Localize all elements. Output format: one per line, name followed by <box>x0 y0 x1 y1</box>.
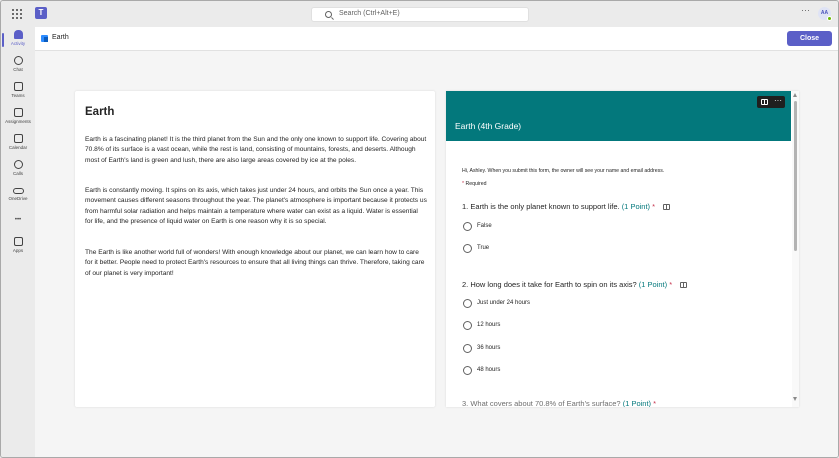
reading-passage <box>75 91 435 407</box>
radio-button[interactable] <box>463 244 472 253</box>
required-star: * <box>653 399 657 407</box>
option-label: False <box>477 223 492 229</box>
scroll-down-icon[interactable] <box>793 397 797 401</box>
required-label: Required <box>465 181 487 187</box>
rail-item-chat[interactable] <box>1 56 35 82</box>
main-content <box>35 27 839 458</box>
radio-button[interactable] <box>463 321 472 330</box>
app-launcher-icon[interactable] <box>12 9 22 19</box>
teams-logo-icon: T <box>35 7 47 19</box>
app-header <box>35 27 839 51</box>
question-text: 1. Earth is the only planet known to support life. <box>462 202 620 211</box>
rail-item-more[interactable] <box>1 215 35 227</box>
passage-paragraph: The Earth is like another world full of wonders! With enough knowledge about our planet, we can learn how to care for it better. People need to protect Earth's resources to ensure that all living things can thrive. Therefore, taking care of our planet is very important! <box>85 249 425 277</box>
rail-item-apps[interactable] <box>1 237 35 263</box>
question-points: (1 Point) <box>622 399 652 407</box>
option-label: 12 hours <box>477 322 501 328</box>
presence-available-icon <box>827 16 832 21</box>
app-title: Earth <box>52 34 69 41</box>
option-label: True <box>477 245 490 251</box>
question-text: 3. What covers about 70.8% of Earth's surface? <box>462 399 621 407</box>
chat-icon <box>14 56 23 65</box>
apps-icon <box>14 237 23 246</box>
avatar[interactable] <box>818 7 831 20</box>
question-1 <box>462 202 670 211</box>
option-label: 36 hours <box>477 345 501 351</box>
more-options-icon[interactable]: ··· <box>774 96 782 105</box>
search-icon <box>325 11 332 18</box>
rail-item-label: Chat <box>13 67 23 72</box>
scroll-up-icon[interactable] <box>793 93 797 97</box>
rail-item-assignments[interactable] <box>1 108 35 134</box>
passage-title: Earth <box>85 106 115 118</box>
required-star: * <box>652 202 656 211</box>
title-bar <box>1 1 838 27</box>
rail-item-label: Calls <box>12 171 23 176</box>
question-points: (1 Point) <box>621 202 651 211</box>
radio-button[interactable] <box>463 222 472 231</box>
option-label: 48 hours <box>477 367 501 373</box>
calendar-icon <box>14 134 23 143</box>
rail-item-onedrive[interactable] <box>1 186 35 212</box>
rail-item-label: Activity <box>10 41 26 46</box>
required-note <box>462 181 487 187</box>
question-points: (1 Point) <box>638 280 668 289</box>
form-header <box>446 91 791 141</box>
immersive-reader-icon[interactable] <box>761 99 768 105</box>
immersive-reader-icon[interactable] <box>680 282 687 288</box>
quiz-form <box>446 91 799 407</box>
radio-button[interactable] <box>463 299 472 308</box>
immersive-reader-icon[interactable] <box>663 204 670 210</box>
more-icon: ••• <box>14 217 22 223</box>
phone-icon <box>14 160 23 169</box>
search-placeholder: Search (Ctrl+Alt+E) <box>339 10 400 17</box>
assignments-icon <box>14 108 23 117</box>
rail-item-calendar[interactable] <box>1 134 35 160</box>
passage-paragraph: Earth is a fascinating planet! It is the third planet from the Sun and the only one known to support life. Covering about 70.8% of its surface is a vast ocean, while the rest is land, consisting of mountains, forests, and deserts. Although most of Earth's land is green and lush, there are also large areas covered by ice at the poles. <box>85 136 427 164</box>
search-box[interactable] <box>311 7 529 22</box>
forms-app-icon <box>41 35 48 42</box>
form-scrollbar[interactable] <box>792 91 799 407</box>
rail-item-label: OneDrive <box>8 196 28 201</box>
rail-item-label: Teams <box>11 93 25 98</box>
required-star: * <box>462 181 465 187</box>
bell-icon <box>14 30 23 39</box>
rail-item-label: Assignments <box>5 119 31 124</box>
avatar-initials: AA <box>820 10 829 16</box>
more-options-icon[interactable]: ··· <box>801 5 810 15</box>
rail-item-label: Apps <box>12 248 24 253</box>
left-rail <box>1 27 35 458</box>
close-button[interactable]: Close <box>787 31 832 46</box>
radio-button[interactable] <box>463 344 472 353</box>
question-text: 2. How long does it take for Earth to spin on its axis? <box>462 280 637 289</box>
form-header-toolbar <box>757 96 785 108</box>
question-2 <box>462 280 687 289</box>
rail-item-label: Calendar <box>8 145 28 150</box>
option-label: Just under 24 hours <box>477 300 531 306</box>
rail-item-activity[interactable] <box>1 30 35 56</box>
form-notice: Hi, Ashley. When you submit this form, the owner will see your name and email address. <box>462 168 665 174</box>
scroll-thumb[interactable] <box>794 101 797 251</box>
radio-button[interactable] <box>463 366 472 375</box>
question-3 <box>462 399 656 407</box>
teams-icon <box>14 82 23 91</box>
required-star: * <box>669 280 673 289</box>
cloud-icon <box>13 188 24 194</box>
passage-paragraph: Earth is constantly moving. It spins on its axis, which takes just under 24 hours, and orbits the Sun once a year. This movement causes different seasons throughout the year. The planet's atmosphere is important because it protects us from harmful solar radiation and helps maintain a temperature where water can exist as a liquid. Water is essential for life, and the presence of liquid water on Earth is one reason why it is so special. <box>85 187 427 225</box>
rail-item-teams[interactable] <box>1 82 35 108</box>
form-title: Earth (4th Grade) <box>455 121 522 131</box>
rail-item-calls[interactable] <box>1 160 35 186</box>
